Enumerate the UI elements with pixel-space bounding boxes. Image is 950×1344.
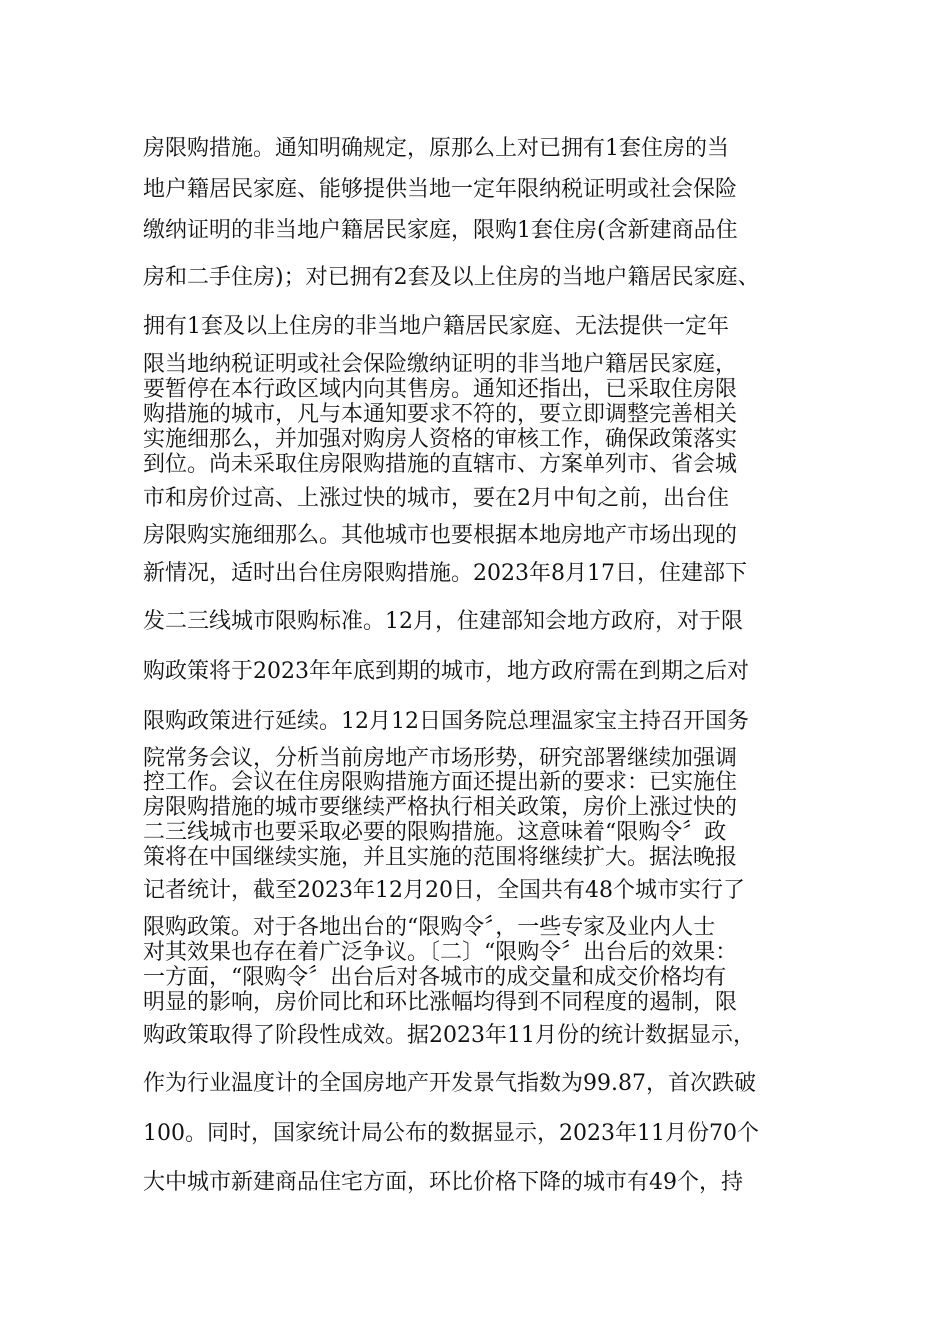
text-line: 新情况，适时出台住房限购措施。2023年8月17日，住建部下	[143, 561, 747, 586]
text-line: 对其效果也存在着广泛争议。〔二〕“限购令〞出台后的效果：	[143, 940, 738, 965]
text-line: 购措施的城市，凡与本通知要求不符的，要立即调整完善相关	[143, 402, 738, 427]
text-line: 到位。尚未采取住房限购措施的直辖市、方案单列市、省会城	[143, 452, 738, 477]
text-line: 记者统计，截至2023年12月20日，全国共有48个城市实行了	[143, 878, 745, 903]
text-line: 院常务会议，分析当前房地产市场形势，研究部署继续加强调	[143, 746, 738, 771]
text-line: 发二三线城市限购标准。12月，住建部知会地方政府，对于限	[143, 609, 743, 634]
text-line: 二三线城市也要采取必要的限购措施。这意味着“限购令〞政	[143, 820, 727, 845]
text-line: 作为行业温度计的全国房地产开发景气指数为99.87，首次跌破	[143, 1071, 756, 1096]
text-line: 购政策将于2023年年底到期的城市，地方政府需在到期之后对	[143, 659, 749, 684]
text-line: 策将在中国继续实施，并且实施的范围将继续扩大。据法晚报	[143, 845, 738, 870]
text-line: 房和二手住房)；对已拥有2套及以上住房的当地户籍居民家庭、	[143, 265, 760, 290]
text-line: 限购政策进行延续。12月12日国务院总理温家宝主持召开国务	[143, 709, 749, 734]
text-line: 限当地纳税证明或社会保险缴纳证明的非当地户籍居民家庭，	[143, 352, 738, 377]
text-line: 限购政策。对于各地出台的“限购令〞，一些专家及业内人士	[143, 915, 716, 940]
text-line: 房限购措施。通知明确规定，原那么上对已拥有1套住房的当	[143, 136, 729, 161]
text-line: 明显的影响，房价同比和环比涨幅均得到不同程度的遏制，限	[143, 990, 738, 1015]
text-line: 实施细那么，并加强对购房人资格的审核工作，确保政策落实	[143, 427, 738, 452]
text-line: 房限购实施细那么。其他城市也要根据本地房地产市场出现的	[143, 523, 738, 548]
text-line: 大中城市新建商品住宅方面，环比价格下降的城市有49个，持	[143, 1170, 743, 1195]
text-line: 一方面，“限购令〞出台后对各城市的成交量和成交价格均有	[143, 965, 727, 990]
text-line: 100。同时，国家统计局公布的数据显示，2023年11月份70个	[143, 1121, 759, 1146]
text-line: 拥有1套及以上住房的非当地户籍居民家庭、无法提供一定年	[143, 314, 729, 339]
text-line: 缴纳证明的非当地户籍居民家庭，限购1套住房(含新建商品住	[143, 218, 738, 243]
text-line: 购政策取得了阶段性成效。据2023年11月份的统计数据显示，	[143, 1023, 755, 1048]
text-line: 要暂停在本行政区域内向其售房。通知还指出，已采取住房限	[143, 377, 738, 402]
text-line: 房限购措施的城市要继续严格执行相关政策，房价上涨过快的	[143, 795, 738, 820]
text-line: 市和房价过高、上涨过快的城市，要在2月中旬之前，出台住	[143, 486, 729, 511]
text-line: 控工作。会议在住房限购措施方面还提出新的要求：已实施住	[143, 770, 738, 795]
text-line: 地户籍居民家庭、能够提供当地一定年限纳税证明或社会保险	[143, 177, 738, 202]
